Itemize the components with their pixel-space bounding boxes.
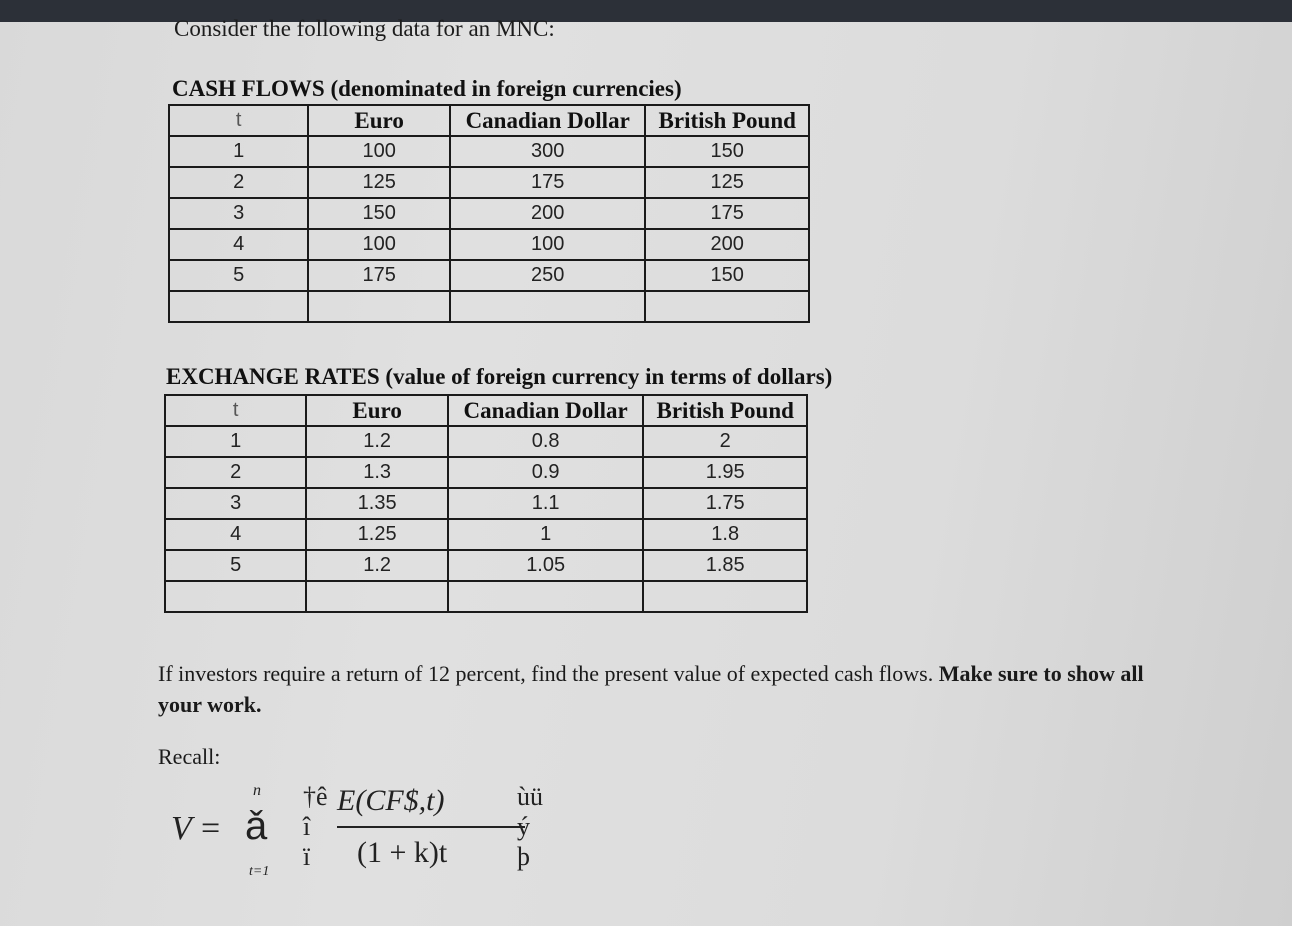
- table-cell: [450, 291, 646, 322]
- column-header: Euro: [306, 395, 448, 426]
- table-cell: 0.8: [448, 426, 644, 457]
- formula-right-bracket: ùü ý þ: [517, 782, 543, 871]
- table-cell: 3: [169, 198, 308, 229]
- table-cell: 2: [165, 457, 306, 488]
- table-row: [165, 457, 807, 488]
- question-text: [158, 658, 1158, 720]
- table-cell: 1.2: [306, 550, 448, 581]
- table-cell: 100: [450, 229, 646, 260]
- table-cell: 4: [169, 229, 308, 260]
- formula-equals: =: [201, 810, 221, 847]
- table-cell: 4: [165, 519, 306, 550]
- table-row: [169, 198, 809, 229]
- table-cell: 5: [165, 550, 306, 581]
- column-header: Canadian Dollar: [450, 105, 646, 136]
- table-cell: 200: [645, 229, 809, 260]
- table-cell: 1: [448, 519, 644, 550]
- formula-denominator: (1 + k)t: [357, 836, 448, 869]
- table-row: [165, 519, 807, 550]
- table-cell: 200: [450, 198, 646, 229]
- table-cell: 1: [165, 426, 306, 457]
- table-header-row: [169, 105, 809, 136]
- table-row: [165, 488, 807, 519]
- column-header: t: [165, 395, 306, 426]
- cash-flows-title: CASH FLOWS (denominated in foreign currencies): [172, 76, 682, 101]
- table-cell: 1.1: [448, 488, 644, 519]
- table-cell: 100: [308, 229, 450, 260]
- table-cell: [448, 581, 644, 612]
- table-cell: 3: [165, 488, 306, 519]
- table-cell: 5: [169, 260, 308, 291]
- table-cell: 1.2: [306, 426, 448, 457]
- intro-text: Consider the following data for an MNC:: [174, 16, 555, 41]
- table-row: [165, 550, 807, 581]
- table-cell: 1.85: [643, 550, 807, 581]
- table-cell: 125: [645, 167, 809, 198]
- column-header: Canadian Dollar: [448, 395, 644, 426]
- table-cell: 150: [645, 136, 809, 167]
- table-cell: 1.35: [306, 488, 448, 519]
- table-cell: 0.9: [448, 457, 644, 488]
- formula-summation: ǎ: [245, 804, 268, 848]
- table-row: [169, 260, 809, 291]
- table-row: [169, 136, 809, 167]
- table-row: [165, 581, 807, 612]
- table-cell: 125: [308, 167, 450, 198]
- column-header: British Pound: [643, 395, 807, 426]
- table-cell: [306, 581, 448, 612]
- table-row: [165, 426, 807, 457]
- column-header: t: [169, 105, 308, 136]
- table-cell: 175: [645, 198, 809, 229]
- cash-flows-table: [168, 104, 810, 323]
- table-header-row: [165, 395, 807, 426]
- formula-upper-limit: n: [253, 782, 261, 799]
- formula-lower-limit: t=1: [249, 864, 270, 879]
- table-cell: 1.3: [306, 457, 448, 488]
- table-cell: 1.8: [643, 519, 807, 550]
- table-cell: 1.05: [448, 550, 644, 581]
- present-value-formula: [165, 782, 585, 892]
- question-body: If investors require a return of 12 percent, find the present value of expected cash flows.: [158, 661, 934, 686]
- table-cell: 2: [643, 426, 807, 457]
- table-row: [169, 167, 809, 198]
- table-cell: 150: [645, 260, 809, 291]
- table-cell: 250: [450, 260, 646, 291]
- table-cell: [165, 581, 306, 612]
- table-cell: 175: [450, 167, 646, 198]
- table-cell: 150: [308, 198, 450, 229]
- table-cell: 175: [308, 260, 450, 291]
- table-cell: 1.95: [643, 457, 807, 488]
- table-row: [169, 229, 809, 260]
- table-cell: [308, 291, 450, 322]
- recall-label: Recall:: [158, 744, 221, 769]
- formula-numerator: E(CF$,t): [337, 784, 445, 817]
- table-cell: [169, 291, 308, 322]
- table-cell: 300: [450, 136, 646, 167]
- exchange-rates-title: EXCHANGE RATES (value of foreign currency in terms of dollars): [166, 364, 833, 389]
- table-cell: 1: [169, 136, 308, 167]
- formula-left-bracket: †ê î ï: [303, 782, 328, 871]
- table-cell: 100: [308, 136, 450, 167]
- table-cell: 2: [169, 167, 308, 198]
- exchange-rates-table: [164, 394, 808, 613]
- column-header: British Pound: [645, 105, 809, 136]
- question-emphasis: Make sure to show all your work.: [158, 661, 1144, 717]
- fraction-bar: [337, 826, 525, 828]
- table-cell: 1.75: [643, 488, 807, 519]
- column-header: Euro: [308, 105, 450, 136]
- formula-lhs: V: [171, 810, 192, 847]
- table-cell: [643, 581, 807, 612]
- table-row: [169, 291, 809, 322]
- table-cell: [645, 291, 809, 322]
- table-cell: 1.25: [306, 519, 448, 550]
